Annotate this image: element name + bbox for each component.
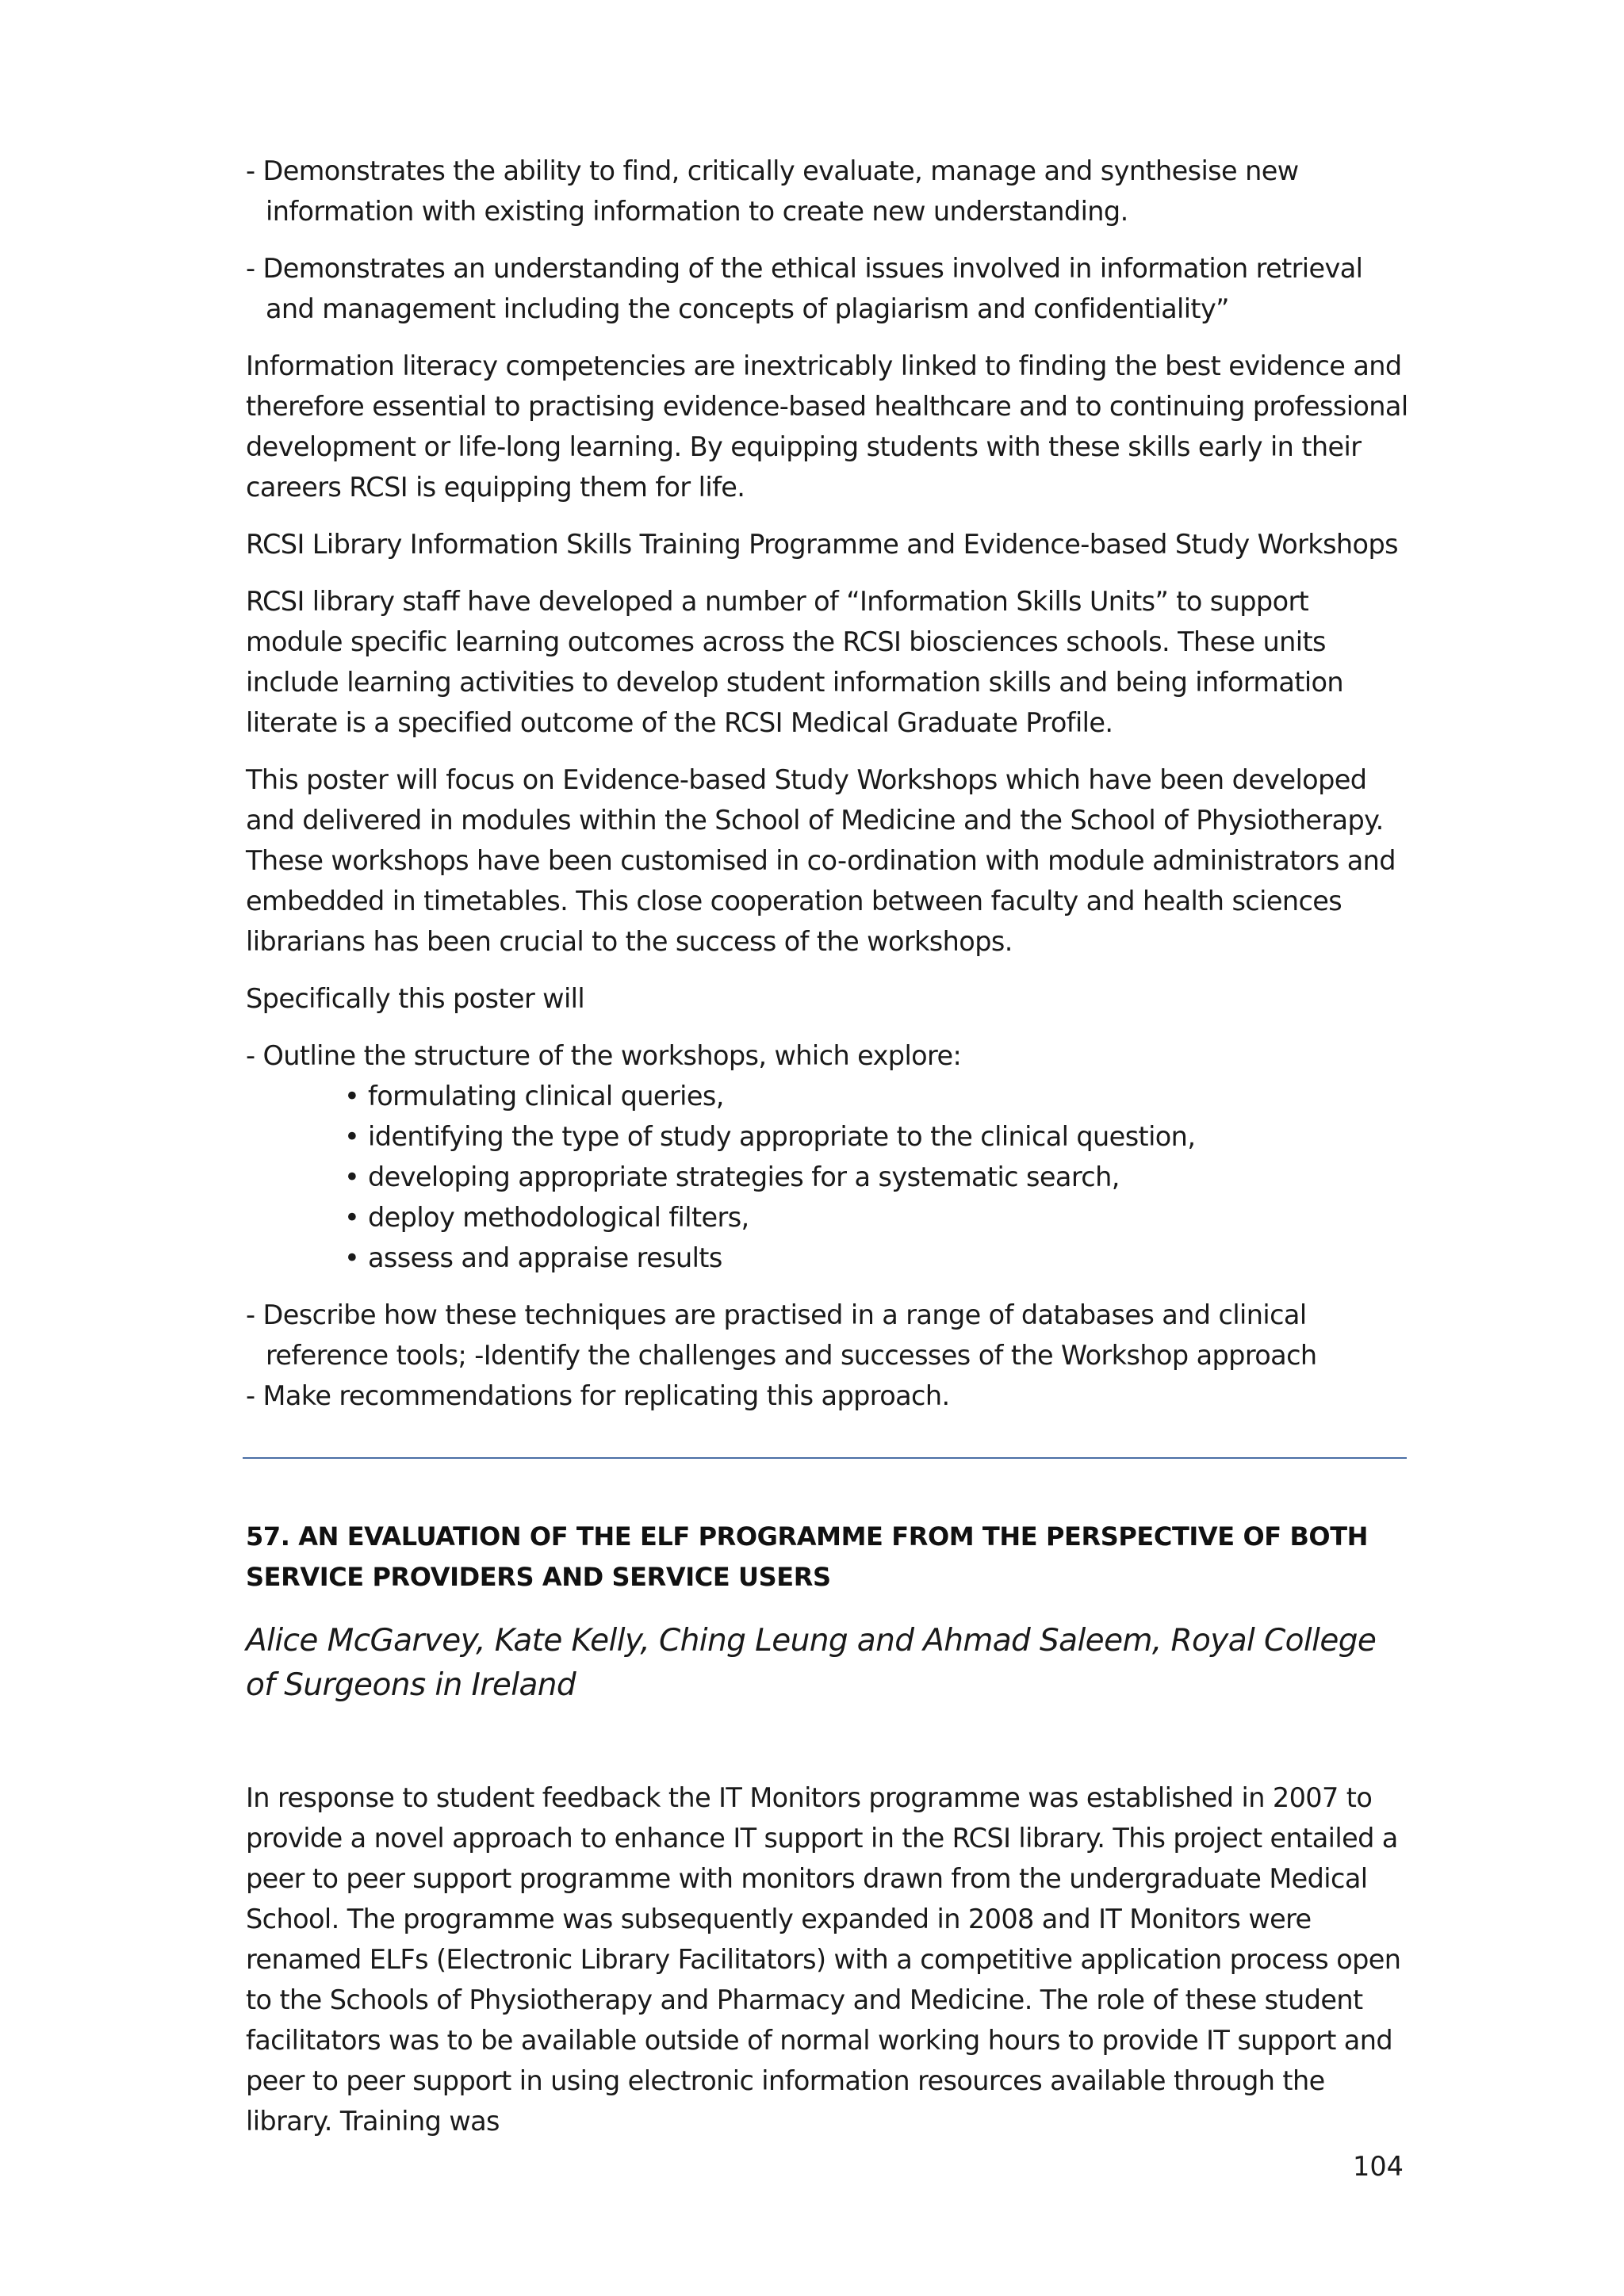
bullet-item: • deploy methodological filters, <box>344 1197 1411 1238</box>
authors-line: Alice McGarvey, Kate Kelly, Ching Leung and Ahmad Saleem, Royal College of Surgeons in Ireland <box>246 1623 1377 1703</box>
bullet-item: • assess and appraise results <box>344 1238 1411 1278</box>
paragraph: Information literacy competencies are inextricably linked to finding the best evidence and therefore essential to practising evidence-based healthcare and to continuing professional development or life-long learning. By equipping students with these skills early in their careers RCSI is equipping them for life. <box>246 350 1408 503</box>
section-divider <box>243 1457 1407 1459</box>
bullet-item: • identifying the type of study appropriate to the clinical question, <box>344 1116 1411 1157</box>
document-body <box>246 151 1411 1416</box>
list-item: - Outline the structure of the workshops, which explore: <box>246 1040 962 1071</box>
paragraph: In response to student feedback the IT Monitors programme was established in 2007 to provide a novel approach to enhance IT support in the RCSI library. This project entailed a peer to peer support programme with monitors drawn from the undergraduate Medical School. The programme was subsequently expanded in 2008 and IT Monitors were renamed ELFs (Electronic Library Facilitators) with a competitive application process open to the Schools of Physiotherapy and Pharmacy and Medicine. The role of these student facilitators was to be available outside of normal working hours to provide IT support and peer to peer support in using electronic information resources available through the library. Training was <box>246 1782 1401 2137</box>
paragraph: RCSI library staff have developed a number of “Information Skills Units” to support module specific learning outcomes across the RCSI biosciences schools. These units include learning activities to develop student information skills and being information literate is a specified outcome of the RCSI Medical Graduate Profile. <box>246 586 1344 738</box>
bullet-item: • developing appropriate strategies for a systematic search, <box>344 1157 1411 1197</box>
paragraph: Specifically this poster will <box>246 983 585 1014</box>
list-item: - Demonstrates an understanding of the ethical issues involved in information retrieval and management including the concepts of plagiarism and confidentiality” <box>246 253 1363 324</box>
paragraph: This poster will focus on Evidence-based Study Workshops which have been developed and delivered in modules within the School of Medicine and the School of Physiotherapy. These workshops have been customised in co-ordination with module administrators and embedded in timetables. This close cooperation between faculty and health sciences librarians has been crucial to the success of the workshops. <box>246 764 1396 957</box>
bullet-list <box>246 1076 1411 1278</box>
section-heading: 57. AN EVALUATION OF THE ELF PROGRAMME FROM THE PERSPECTIVE OF BOTH SERVICE PROVIDERS AND SERVICE USERS <box>246 1521 1369 1592</box>
list-item: - Demonstrates the ability to find, critically evaluate, manage and synthesise new information with existing information to create new understanding. <box>246 155 1299 227</box>
list-item: - Describe how these techniques are practised in a range of databases and clinical reference tools; -Identify the challenges and successes of the Workshop approach <box>246 1299 1317 1371</box>
bullet-item: • formulating clinical queries, <box>344 1076 1411 1116</box>
list-item: - Make recommendations for replicating this approach. <box>246 1380 950 1411</box>
paragraph: RCSI Library Information Skills Training Programme and Evidence-based Study Workshops <box>246 529 1398 560</box>
page-number: 104 <box>1353 2151 1404 2182</box>
